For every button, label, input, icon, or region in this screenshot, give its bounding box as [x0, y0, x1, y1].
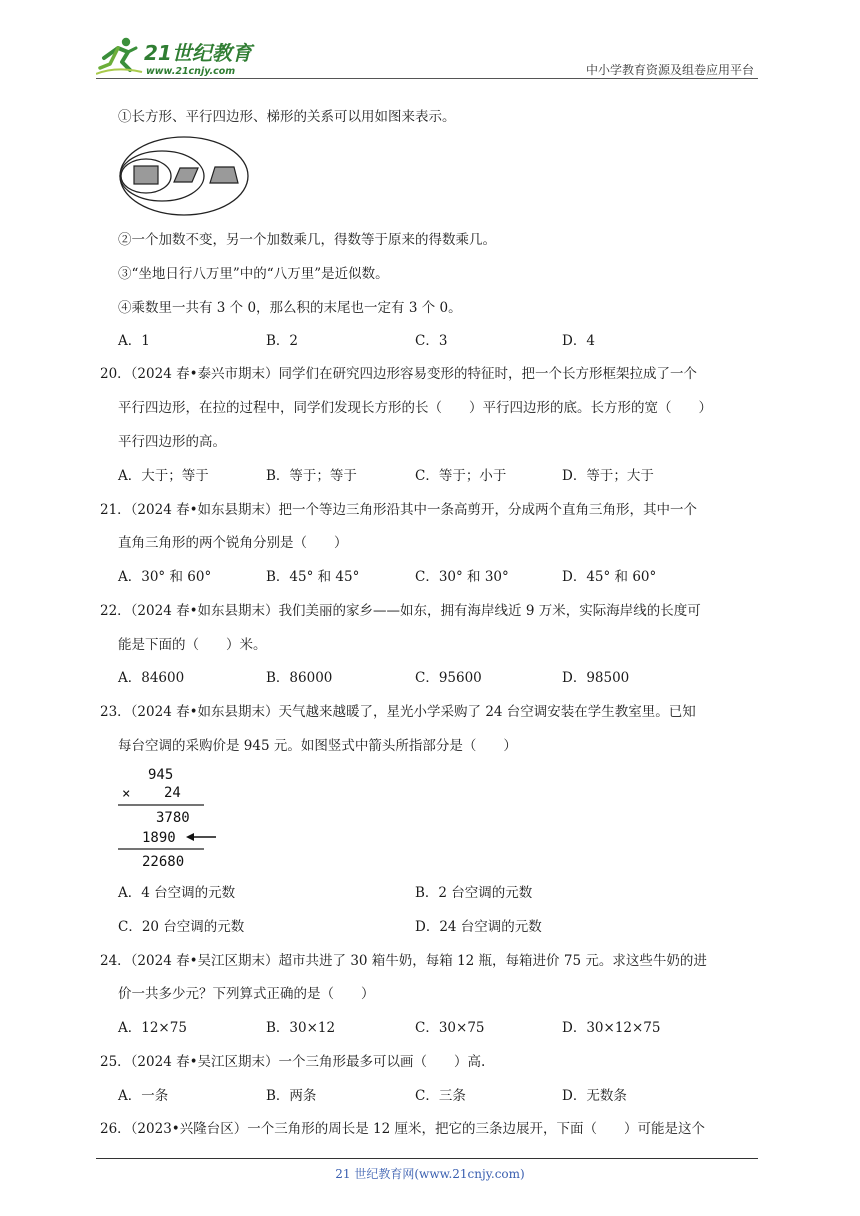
- page-header: [96, 30, 758, 80]
- q20-option-d[interactable]: D．等于；大于: [562, 468, 654, 484]
- q20-option-c[interactable]: C．等于；小于: [415, 468, 507, 484]
- venn-diagram: [118, 134, 254, 218]
- q19-option-c[interactable]: C．3: [415, 333, 448, 349]
- q20-text-line-2: 平行四边形，在拉的过程中，同学们发现长方形的长（ ）平行四边形的底。长方形的宽（ ）: [118, 400, 712, 416]
- q21-option-b[interactable]: B．45° 和 45°: [266, 569, 360, 585]
- trapezoid-shape: [210, 167, 238, 183]
- q25-text-line-1: 25．（2024 春•吴江区期末）一个三角形最多可以画（ ）高.: [100, 1054, 486, 1070]
- header-platform-text: 中小学教育资源及组卷应用平台: [585, 63, 754, 77]
- q20-text-line-3: 平行四边形的高。: [118, 434, 226, 450]
- q20-text-line-1: 20．（2024 春•泰兴市期末）同学们在研究四边形容易变形的特征时，把一个长方形框架拉成了一个: [100, 366, 698, 382]
- q26-text-line-1: 26．（2023•兴隆台区）一个三角形的周长是 12 厘米，把它的三条边展开，下面（ ）可能是这个: [100, 1121, 706, 1137]
- q21-option-a[interactable]: A．30° 和 60°: [118, 569, 212, 585]
- calc-multiplier: 24: [164, 785, 181, 801]
- q20-option-a[interactable]: A．大于；等于: [118, 468, 209, 484]
- statement-1: ①长方形、平行四边形、梯形的关系可以用如图来表示。: [118, 109, 456, 125]
- q21-text-line-2: 直角三角形的两个锐角分别是（ ）: [118, 535, 348, 551]
- q23-option-a[interactable]: A．4 台空调的元数: [118, 885, 236, 901]
- calc-partial-2: 1890: [142, 830, 176, 846]
- q19-option-b[interactable]: B．2: [266, 333, 299, 349]
- vertical-multiplication: [116, 762, 226, 872]
- statement-3: ③“坐地日行八万里”中的“八万里”是近似数。: [118, 266, 389, 282]
- q23-option-d[interactable]: D．24 台空调的元数: [415, 919, 542, 935]
- q24-text-line-2: 价一共多少元？下列算式正确的是（ ）: [118, 986, 375, 1002]
- rectangle-shape: [134, 166, 158, 184]
- q22-option-b[interactable]: B．86000: [266, 670, 333, 686]
- header-divider: [96, 78, 758, 79]
- q23-text-line-2: 每台空调的采购价是 945 元。如图竖式中箭头所指部分是（ ）: [118, 738, 517, 754]
- q24-option-b[interactable]: B．30×12: [266, 1020, 336, 1036]
- q23-option-b[interactable]: B．2 台空调的元数: [415, 885, 533, 901]
- statement-4: ④乘数里一共有 3 个 0，那么积的末尾也一定有 3 个 0。: [118, 300, 462, 316]
- q23-option-c[interactable]: C．20 台空调的元数: [118, 919, 245, 935]
- q25-option-a[interactable]: A．一条: [118, 1088, 169, 1104]
- parallelogram-shape: [174, 168, 198, 182]
- calc-result: 22680: [142, 854, 185, 870]
- q22-option-c[interactable]: C．95600: [415, 670, 482, 686]
- q24-option-d[interactable]: D．30×12×75: [562, 1020, 661, 1036]
- statement-2: ②一个加数不变，另一个加数乘几，得数等于原来的得数乘几。: [118, 232, 496, 248]
- q25-option-c[interactable]: C．三条: [415, 1088, 466, 1104]
- q21-text-line-1: 21．（2024 春•如东县期末）把一个等边三角形沿其中一条高剪开，分成两个直角三角形，其中一个: [100, 502, 698, 518]
- calc-multiplicand: 945: [148, 767, 174, 783]
- footer-divider: [96, 1158, 758, 1159]
- q19-option-d[interactable]: D．4: [562, 333, 595, 349]
- multiply-sign: ×: [122, 786, 131, 802]
- footer-link[interactable]: 21 世纪教育网(www.21cnjy.com): [335, 1167, 525, 1181]
- arrow-left-icon: [186, 833, 216, 841]
- q22-text-line-1: 22．（2024 春•如东县期末）我们美丽的家乡——如东，拥有海岸线近 9 万米，实际海岸线的长度可: [100, 603, 701, 619]
- q25-option-b[interactable]: B．两条: [266, 1088, 317, 1104]
- q19-option-a[interactable]: A．1: [118, 333, 150, 349]
- q24-option-a[interactable]: A．12×75: [118, 1020, 187, 1036]
- q24-text-line-1: 24．（2024 春•吴江区期末）超市共进了 30 箱牛奶，每箱 12 瓶，每箱进价 75 元。求这些牛奶的进: [100, 953, 707, 969]
- q21-option-c[interactable]: C．30° 和 30°: [415, 569, 509, 585]
- runner-icon: [96, 38, 142, 74]
- logo: [96, 34, 266, 78]
- q20-option-b[interactable]: B．等于；等于: [266, 468, 357, 484]
- q24-option-c[interactable]: C．30×75: [415, 1020, 485, 1036]
- q22-text-line-2: 能是下面的（ ）米。: [118, 637, 267, 653]
- calc-partial-1: 3780: [156, 810, 190, 826]
- q21-option-d[interactable]: D．45° 和 60°: [562, 569, 657, 585]
- logo-title: 21世纪教育: [144, 41, 252, 65]
- q25-option-d[interactable]: D．无数条: [562, 1088, 627, 1104]
- q22-option-a[interactable]: A．84600: [118, 670, 185, 686]
- logo-subtitle: www.21cnjy.com: [146, 66, 236, 77]
- q23-text-line-1: 23．（2024 春•如东县期末）天气越来越暖了，星光小学采购了 24 台空调安装在学生教室里。已知: [100, 704, 696, 720]
- q22-option-d[interactable]: D．98500: [562, 670, 630, 686]
